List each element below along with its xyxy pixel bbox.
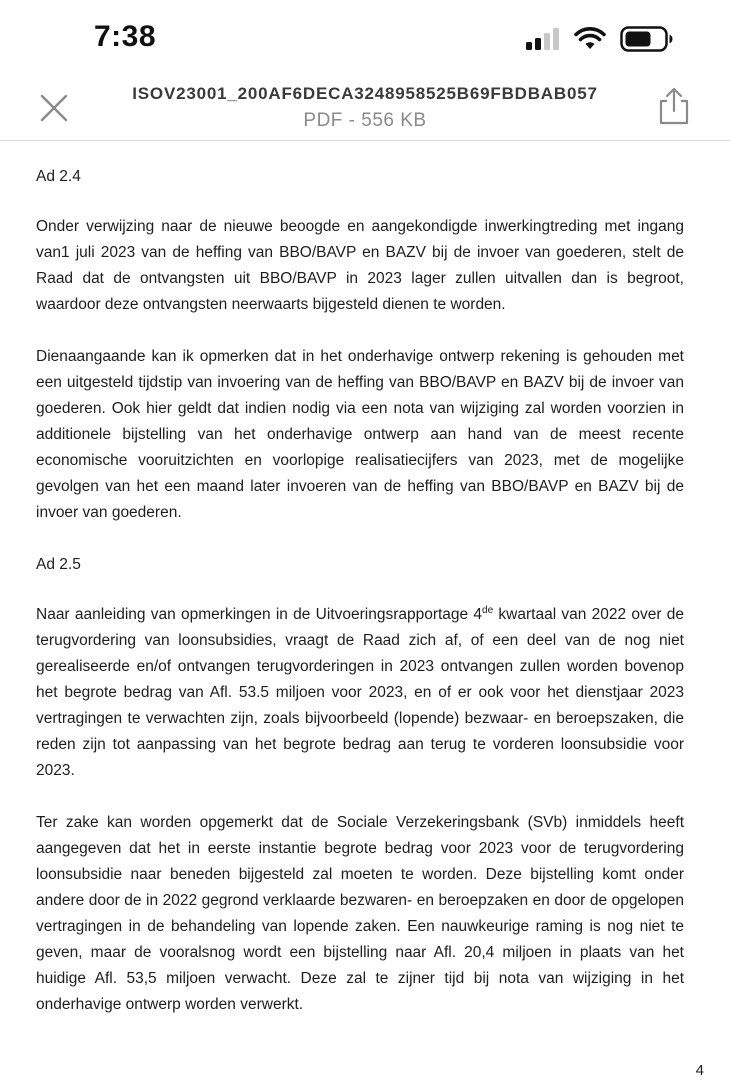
document-page <box>36 164 684 1044</box>
paragraph: Dienaangaande kan ik opmerken dat in het onderhavige ontwerp rekening is gehouden met een uitgesteld tijdstip van invoering van de heffing van BBO/BAVP en BAZV bij de invoer van goederen. Ook hier geldt dat indien nodig via een nota van wijziging zal worden voorzien in additionele bijstelling van het onderhavige ontwerp aan hand van de meest recente economische vooruitzichten en voorlopige realisatiecijfers van 2023, met de mogelijke gevolgen van het een maand later invoeren van de heffing van BBO/BAVP en BAZV bij de invoer van goederen. <box>36 348 684 521</box>
status-bar <box>0 0 730 78</box>
paragraph: Onder verwijzing naar de nieuwe beoogde en aangekondigde inwerkingtreding met ingang van1 juli 2023 van de heffing van BBO/BAVP en BAZV bij de invoer van goederen, stelt de Raad dat de ontvangsten uit BBO/BAVP in 2023 lager zullen uitvallen dan is begroot, waardoor deze ontvangsten neerwaarts bijgesteld dienen te worden. <box>36 218 684 313</box>
paragraph: Ter zake kan worden opgemerkt dat de Sociale Verzekeringsbank (SVb) inmiddels heeft aangegeven dat het in eerste instantie begrote bedrag voor 2023 voor de terugvordering loonsubsidie naar beneden bijgesteld zal moeten te worden. Deze bijstelling komt onder andere door de in 2022 gegrond verklaarde bezwaren- en beroepzaken en door de opgelopen vertragingen in de behandeling van lopende zaken. Een nauwkeurige raming is nog niet te geven, maar de vooralsnog wordt een bijstelling naar Afl. 20,4 miljoen in plaats van het huidige Afl. 53,5 miljoen verwacht. Deze zal te zijner tijd bij nota van wijziging in het onderhavige ontwerp worden verwerkt. <box>36 814 684 1013</box>
file-meta: PDF - 556 KB <box>303 110 427 131</box>
file-name: ISOV23001_200AF6DECA3248958525B69FBDBAB057 <box>132 84 598 103</box>
cellular-signal-icon <box>526 28 560 50</box>
paragraph-text: Naar aanleiding van opmerkingen in de Uitvoeringsrapportage 4 <box>36 606 483 623</box>
section-heading: Ad 2.5 <box>36 556 81 573</box>
paragraph-text: kwartaal van 2022 over de terugvordering van loonsubsidies, vraagt de Raad zich af, of een deel van de nog niet gerealiseerde en/of ontvangen terugvorderingen in 2023 ontvangen zullen worden bovenop het begrote bedrag van Afl. 53.5 miljoen voor 2023, en of er ook voor het dienstjaar 2023 vertragingen te verwachten zijn, zoals bijvoorbeeld (lopende) bezwaar- en beroepszaken, die reden zijn tot aanpassing van het begrote bedrag aan terug te vorderen loonsubsidie voor 2023. <box>36 606 684 779</box>
document-header <box>0 78 730 141</box>
wifi-icon <box>574 27 606 51</box>
section-heading: Ad 2.4 <box>36 168 81 185</box>
battery-icon <box>620 26 674 52</box>
status-icons <box>526 26 674 52</box>
share-button[interactable] <box>656 86 692 126</box>
share-icon <box>656 86 692 126</box>
paragraph <box>36 602 684 784</box>
status-time: 7:38 <box>94 20 157 53</box>
ordinal-superscript: de <box>482 604 494 616</box>
page-number: 4 <box>695 1062 704 1079</box>
